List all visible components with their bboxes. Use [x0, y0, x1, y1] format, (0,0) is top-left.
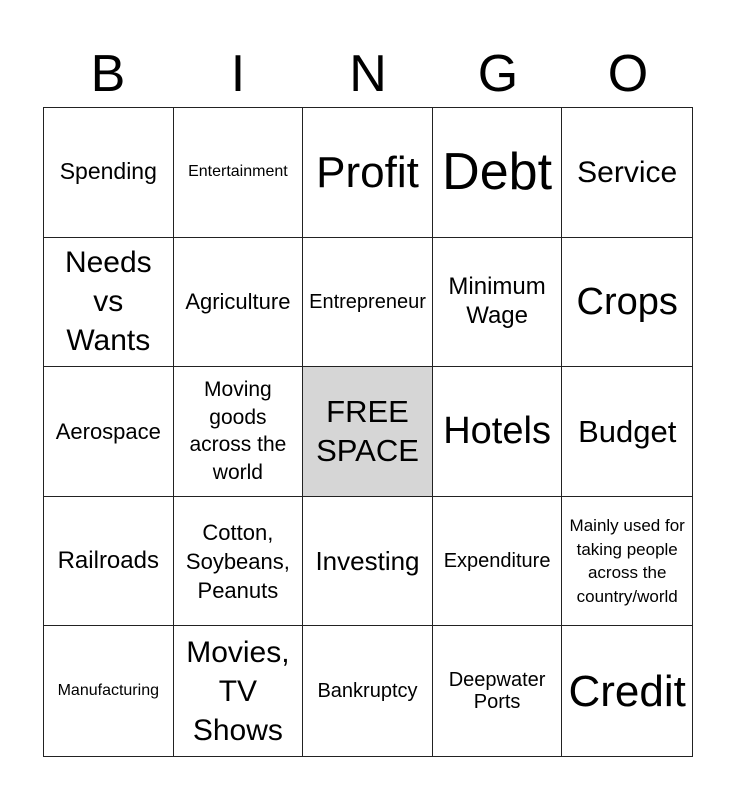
bingo-cell[interactable]: Budget	[562, 367, 692, 497]
header-letter-b: B	[90, 45, 126, 103]
bingo-cell[interactable]: Hotels	[433, 367, 563, 497]
bingo-cell[interactable]: Bankruptcy	[303, 626, 433, 756]
bingo-cell[interactable]: Deepwater Ports	[433, 626, 563, 756]
header-letter-o: O	[607, 45, 649, 103]
free-space-cell[interactable]: FREE SPACE	[303, 367, 433, 497]
bingo-board	[43, 107, 693, 757]
bingo-cell[interactable]: Crops	[562, 238, 692, 368]
bingo-cell[interactable]: Entertainment	[174, 108, 304, 238]
bingo-cell[interactable]: Railroads	[44, 497, 174, 627]
bingo-cell[interactable]: Entrepreneur	[303, 238, 433, 368]
bingo-cell[interactable]: Moving goods across the world	[174, 367, 304, 497]
header-letter-n: N	[349, 45, 387, 103]
bingo-cell[interactable]: Agriculture	[174, 238, 304, 368]
bingo-cell[interactable]: Manufacturing	[44, 626, 174, 756]
bingo-header	[43, 40, 693, 108]
bingo-cell[interactable]: Debt	[433, 108, 563, 238]
bingo-cell[interactable]: Aerospace	[44, 367, 174, 497]
bingo-cell[interactable]: Investing	[303, 497, 433, 627]
bingo-cell[interactable]: Service	[562, 108, 692, 238]
bingo-cell[interactable]: Mainly used for taking people across the country/world	[562, 497, 692, 627]
header-letter-g: G	[477, 45, 519, 103]
bingo-cell[interactable]: Minimum Wage	[433, 238, 563, 368]
bingo-cell[interactable]: Profit	[303, 108, 433, 238]
header-letter-i: I	[230, 45, 246, 103]
bingo-cell[interactable]: Cotton, Soybeans, Peanuts	[174, 497, 304, 627]
bingo-cell[interactable]: Spending	[44, 108, 174, 238]
bingo-cell[interactable]: Expenditure	[433, 497, 563, 627]
bingo-cell[interactable]: Credit	[568, 666, 686, 716]
bingo-cell[interactable]: Needs vs Wants	[44, 238, 174, 368]
bingo-cell[interactable]: Movies, TV Shows	[174, 626, 304, 756]
